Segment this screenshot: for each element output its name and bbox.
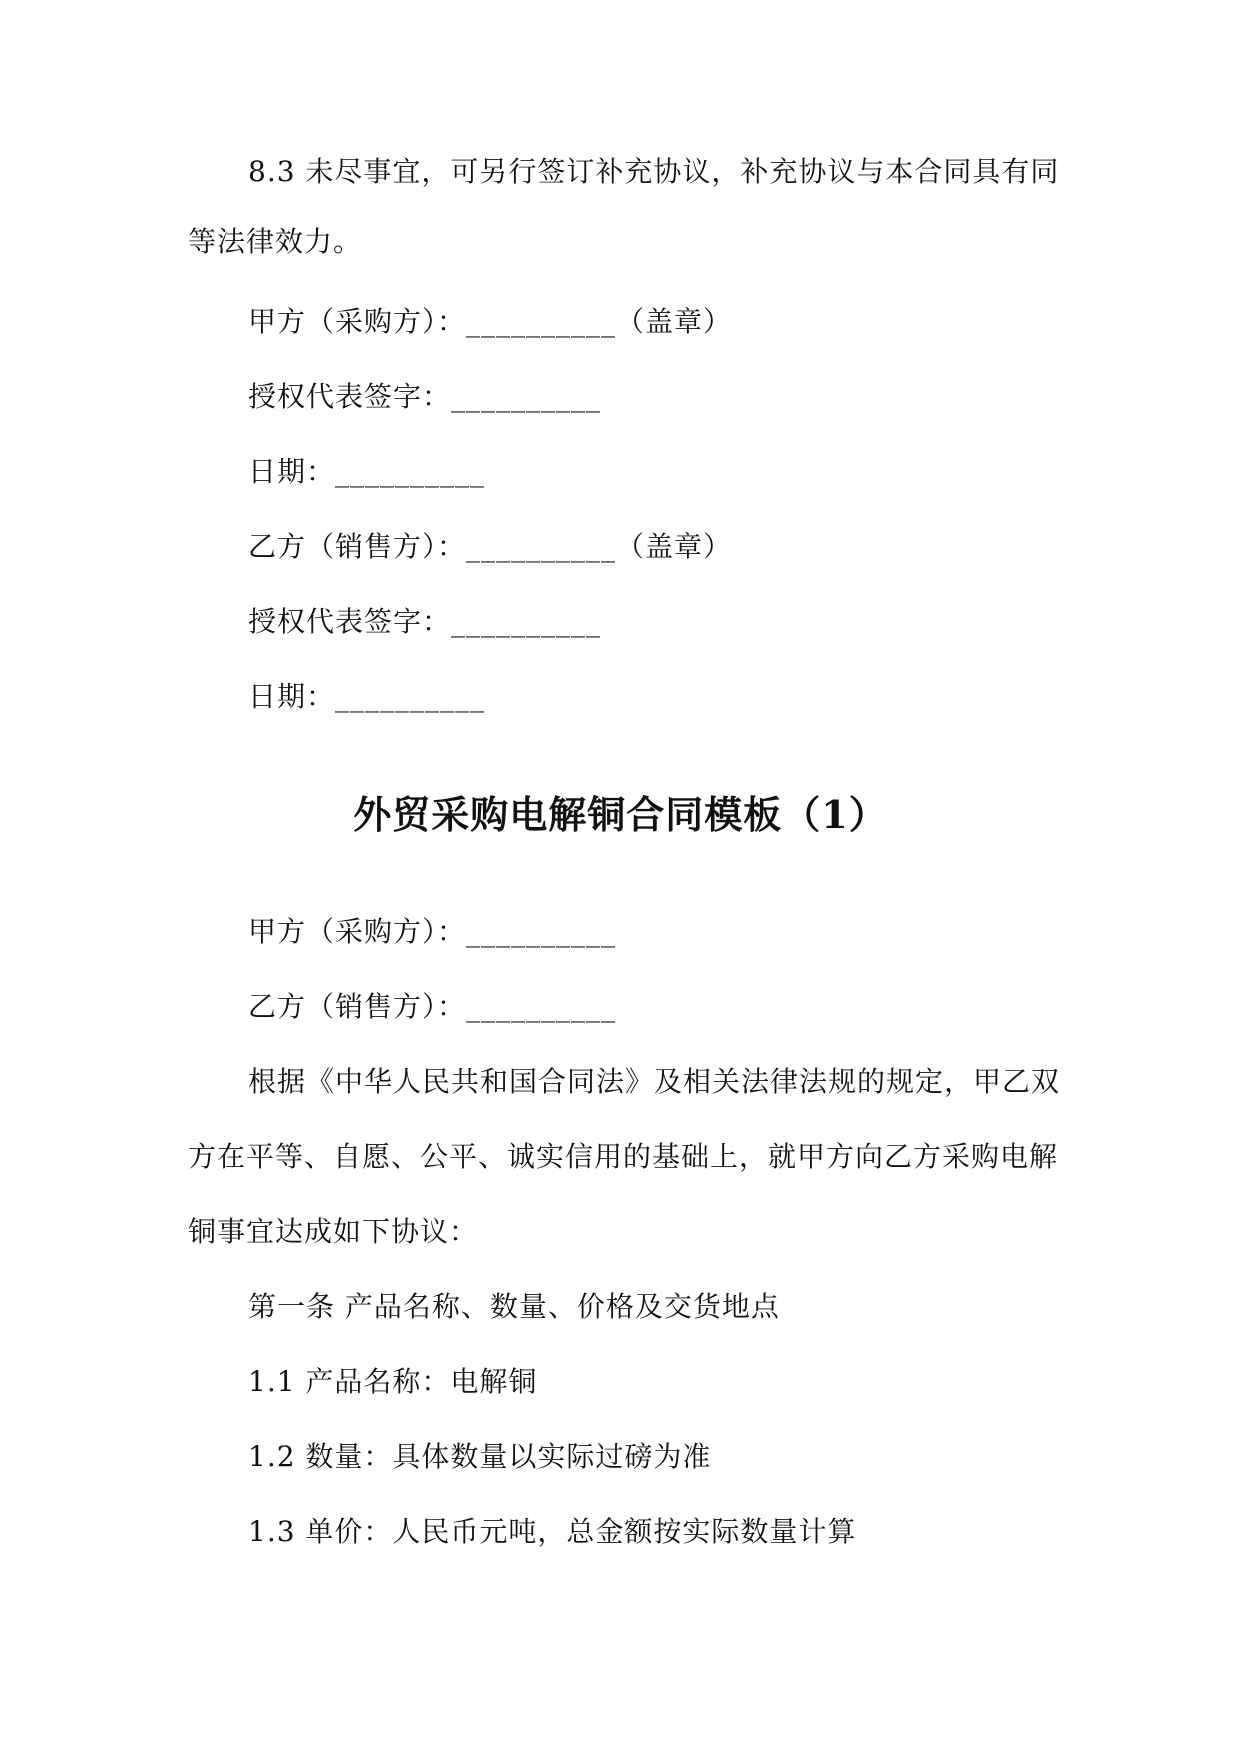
preamble-line-1: 根据《中华人民共和国合同法》及相关法律法规的规定，甲乙双 xyxy=(248,1065,1061,1098)
contract-party-b: 乙方（销售方）：__________ xyxy=(248,990,617,1023)
party-a-date-line: 日期：__________ xyxy=(248,455,486,488)
item-1-3: 1.3 单价：人民币元吨，总金额按实际数量计算 xyxy=(248,1515,857,1548)
contract-title: 外贸采购电解铜合同模板（1） xyxy=(353,792,888,837)
article-1-heading: 第一条 产品名称、数量、价格及交货地点 xyxy=(248,1290,780,1323)
party-a-representative-line: 授权代表签字：__________ xyxy=(248,380,602,413)
preamble-line-2: 方在平等、自愿、公平、诚实信用的基础上，就甲方向乙方采购电解 xyxy=(188,1140,1059,1173)
party-b-date-line: 日期：__________ xyxy=(248,680,486,713)
party-a-seal-line: 甲方（采购方）：__________（盖章） xyxy=(248,305,733,338)
contract-party-a: 甲方（采购方）：__________ xyxy=(248,915,617,948)
item-1-1: 1.1 产品名称：电解铜 xyxy=(248,1365,538,1398)
party-b-seal-line: 乙方（销售方）：__________（盖章） xyxy=(248,530,733,563)
party-b-representative-line: 授权代表签字：__________ xyxy=(248,605,602,638)
preamble-line-3: 铜事宜达成如下协议： xyxy=(188,1215,479,1248)
clause-8-3-line-1: 8.3 未尽事宜，可另行签订补充协议，补充协议与本合同具有同 xyxy=(248,155,1060,188)
clause-8-3-line-2: 等法律效力。 xyxy=(188,225,363,258)
item-1-2: 1.2 数量：具体数量以实际过磅为准 xyxy=(248,1440,712,1473)
